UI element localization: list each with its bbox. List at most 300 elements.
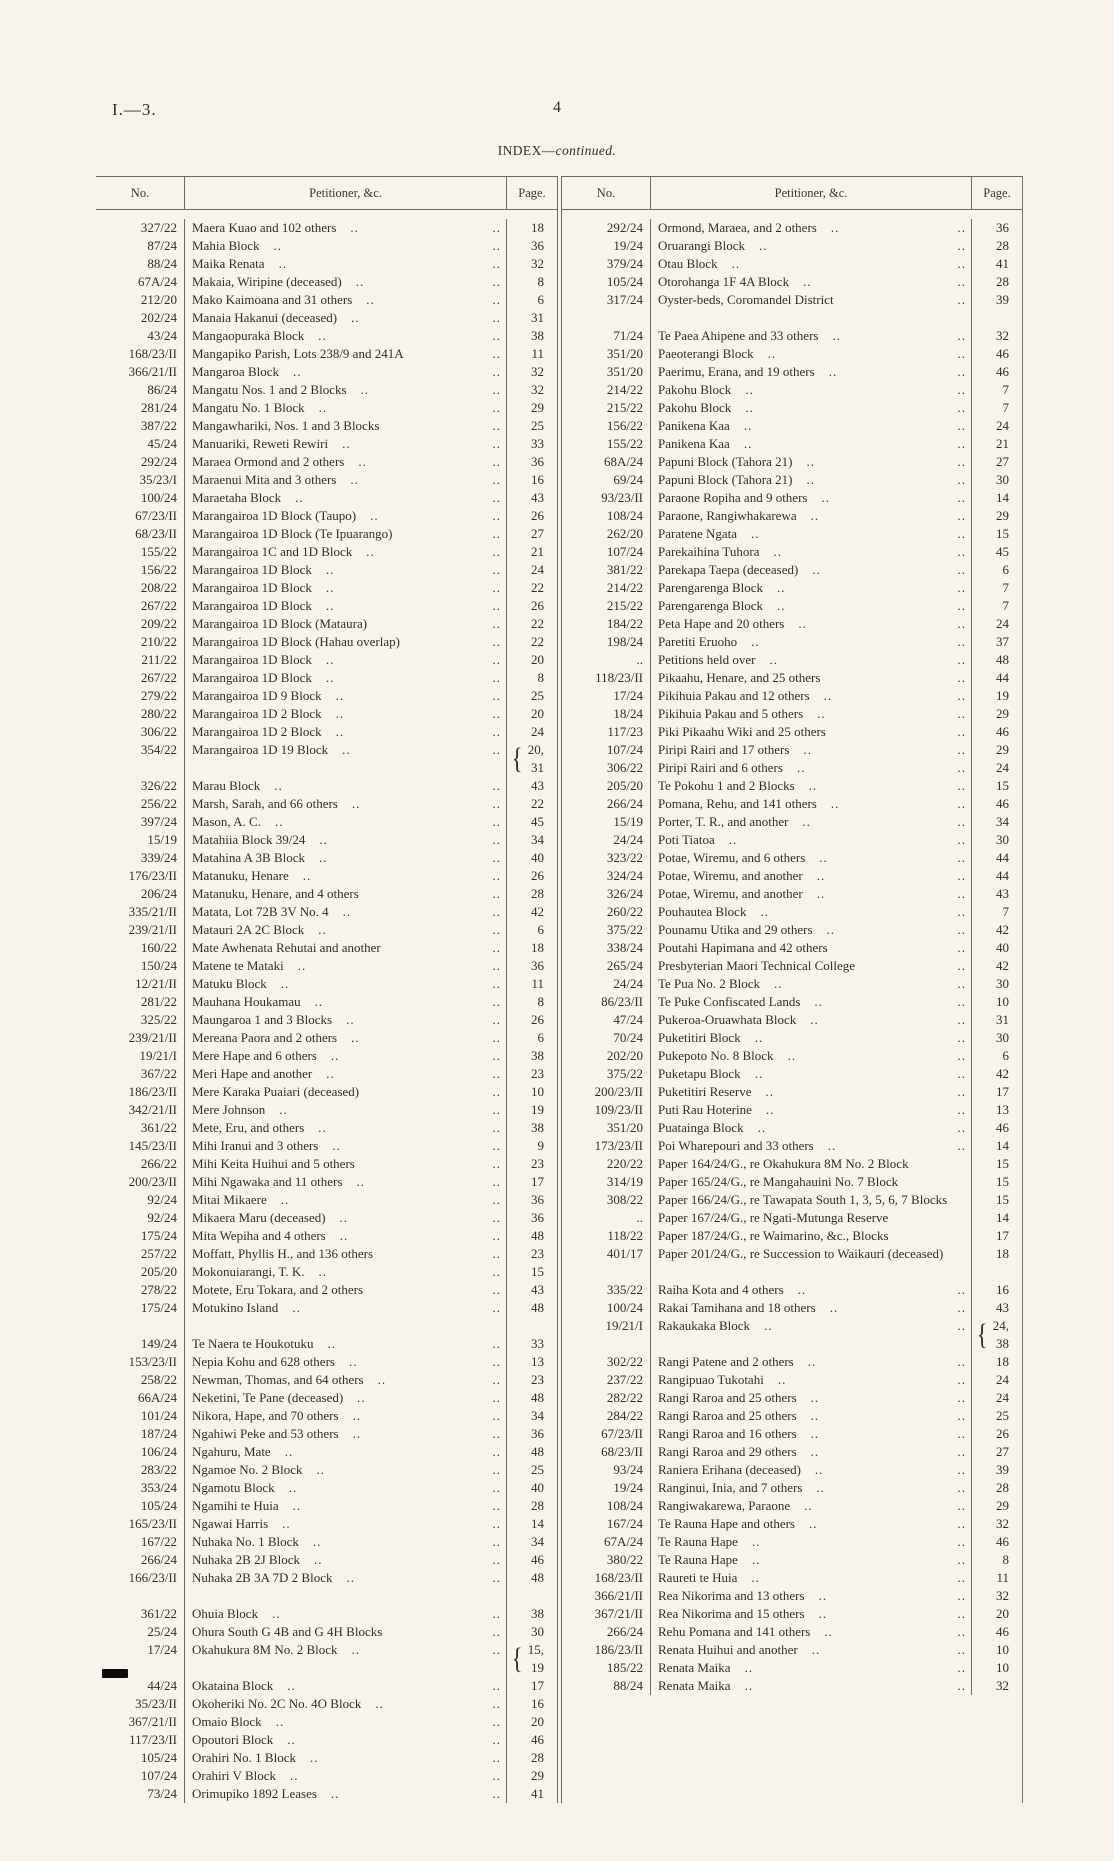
leader-dots: .. bbox=[492, 490, 501, 505]
entry-petitioner: Marangairoa 1D Block .. .. bbox=[184, 651, 507, 669]
entry-page: 39 bbox=[996, 292, 1009, 307]
entry-petitioner: Renata Maika .. .. bbox=[650, 1659, 972, 1677]
leader-dots: .. bbox=[957, 400, 966, 415]
leader-dots: .. bbox=[764, 1318, 773, 1333]
entry-row bbox=[96, 1551, 557, 1569]
entry-page: 16 bbox=[531, 472, 544, 487]
entry-no: 351/20 bbox=[606, 364, 643, 379]
entry-no: 200/23/II bbox=[128, 1174, 177, 1189]
entry-petitioner: Mihi Ngawaka and 11 others .. .. bbox=[184, 1173, 507, 1191]
entry-petitioner: Te Rauna Hape .. .. bbox=[650, 1533, 972, 1551]
entry-petitioner: Rangi Raroa and 29 others .. .. bbox=[650, 1443, 972, 1461]
leader-dots: .. bbox=[352, 1408, 362, 1423]
leader-dots: .. bbox=[375, 1696, 384, 1711]
entry-no: .. bbox=[636, 1210, 643, 1225]
entry-petitioner: Poi Wharepouri and 33 others .. .. bbox=[650, 1137, 972, 1155]
entry-page: 17 bbox=[531, 1678, 544, 1693]
entry-row bbox=[96, 1065, 557, 1083]
entry-no: 184/22 bbox=[606, 616, 643, 631]
leader-dots: .. bbox=[759, 238, 768, 253]
entry-row bbox=[562, 543, 1022, 561]
leader-dots: .. bbox=[832, 328, 841, 343]
entry-row bbox=[562, 867, 1022, 885]
leader-dots: .. bbox=[492, 400, 501, 415]
leader-dots: .. bbox=[829, 1300, 839, 1315]
entry-petitioner: Ngahiwi Peke and 53 others .. .. bbox=[184, 1425, 507, 1443]
leader-dots: .. bbox=[318, 1120, 327, 1135]
leader-dots: .. bbox=[957, 346, 966, 361]
entry-row bbox=[562, 957, 1022, 975]
entry-no: 67/23/II bbox=[601, 1426, 643, 1441]
leader-dots: .. bbox=[810, 1426, 820, 1441]
leader-dots: .. bbox=[957, 508, 966, 523]
entry-row bbox=[562, 1551, 1022, 1569]
leader-dots: .. bbox=[492, 382, 501, 397]
entry-petitioner: Neketini, Te Pane (deceased) .. .. bbox=[184, 1389, 507, 1407]
entry-petitioner: Mere Karaka Puaiari (deceased) .. bbox=[184, 1083, 507, 1101]
entry-petitioner: Te Pokohu 1 and 2 Blocks .. .. bbox=[650, 777, 972, 795]
entry-no: 149/24 bbox=[140, 1336, 177, 1351]
entry-page: 33 bbox=[531, 1336, 544, 1351]
leader-dots: .. bbox=[330, 1786, 340, 1801]
leader-dots: .. bbox=[492, 346, 501, 361]
entry-row bbox=[562, 1425, 1022, 1443]
index-title bbox=[0, 143, 1114, 159]
entry-row bbox=[96, 1713, 557, 1731]
entry-row bbox=[562, 1083, 1022, 1101]
entry-petitioner: Te Pua No. 2 Block .. .. bbox=[650, 975, 972, 993]
leader-dots: .. bbox=[957, 328, 966, 343]
entry-no: 266/24 bbox=[606, 796, 643, 811]
leader-dots: .. bbox=[339, 1210, 349, 1225]
entry-row bbox=[96, 669, 557, 687]
entry-no: 214/22 bbox=[606, 382, 643, 397]
entry-petitioner: Rea Nikorima and 13 others .. .. bbox=[650, 1587, 972, 1605]
entry-petitioner: Marangairoa 1D Block (Te Ipuarango) .. bbox=[184, 525, 507, 543]
leader-dots: .. bbox=[818, 1588, 828, 1603]
entry-row bbox=[562, 1065, 1022, 1083]
entry-petitioner: Te Rauna Hape and others .. .. bbox=[650, 1515, 972, 1533]
leader-dots: .. bbox=[342, 904, 352, 919]
leader-dots: .. bbox=[957, 436, 966, 451]
leader-dots: .. bbox=[743, 436, 753, 451]
entry-page: 32 bbox=[531, 382, 544, 397]
leader-dots: .. bbox=[492, 1426, 501, 1441]
entry-row bbox=[96, 1209, 557, 1227]
entry-page: 48 bbox=[531, 1570, 544, 1585]
index-title-label: INDEX— bbox=[497, 143, 556, 158]
entry-no: 401/17 bbox=[606, 1246, 643, 1261]
entry-no: 354/22 bbox=[140, 742, 177, 757]
entry-row bbox=[562, 1443, 1022, 1461]
entry-petitioner: Matanuku, Henare .. .. bbox=[184, 867, 507, 885]
entry-petitioner: Marangairoa 1D 2 Block .. .. bbox=[184, 723, 507, 741]
entry-no: 187/24 bbox=[140, 1426, 177, 1441]
entry-page bbox=[972, 1317, 1022, 1353]
entry-no: 105/24 bbox=[140, 1498, 177, 1513]
entry-page: 18 bbox=[531, 940, 544, 955]
entry-petitioner: Mangaroa Block .. .. bbox=[184, 363, 507, 381]
entry-page: 48 bbox=[531, 1300, 544, 1315]
ink-mark bbox=[102, 1669, 128, 1678]
leader-dots: .. bbox=[318, 400, 328, 415]
entry-row bbox=[562, 237, 1022, 255]
entry-row bbox=[562, 921, 1022, 939]
entry-row bbox=[562, 615, 1022, 633]
entry-row bbox=[96, 687, 557, 705]
entry-no: 326/22 bbox=[140, 778, 177, 793]
entry-petitioner: Peta Hape and 20 others .. .. bbox=[650, 615, 972, 633]
leader-dots: .. bbox=[492, 1300, 501, 1315]
entry-petitioner: Renata Huihui and another .. .. bbox=[650, 1641, 972, 1659]
entry-page: 32 bbox=[531, 364, 544, 379]
leader-dots: .. bbox=[814, 994, 823, 1009]
entry-petitioner: Marangairoa 1C and 1D Block .. .. bbox=[184, 543, 507, 561]
entry-no: 351/20 bbox=[606, 346, 643, 361]
entry-row bbox=[562, 273, 1022, 291]
leader-dots: .. bbox=[492, 1390, 501, 1405]
entry-row bbox=[96, 1569, 557, 1587]
leader-dots: .. bbox=[760, 904, 769, 919]
leader-dots: .. bbox=[957, 940, 966, 955]
entry-page: 6 bbox=[537, 922, 544, 937]
entry-petitioner bbox=[184, 1317, 507, 1335]
leader-dots: .. bbox=[492, 634, 501, 649]
page-numbers: 15, 19 bbox=[527, 1642, 544, 1675]
leader-dots: .. bbox=[492, 976, 501, 991]
entry-petitioner: Motete, Eru Tokara, and 2 others .. bbox=[184, 1281, 507, 1299]
leader-dots: .. bbox=[309, 1750, 319, 1765]
leader-dots: .. bbox=[339, 1228, 349, 1243]
entry-page: 40 bbox=[996, 940, 1009, 955]
entry-page: 20 bbox=[531, 706, 544, 721]
entry-no bbox=[96, 1587, 184, 1605]
leader-dots: .. bbox=[492, 1210, 501, 1225]
entry-page: 29 bbox=[996, 706, 1009, 721]
entry-no: 379/24 bbox=[606, 256, 643, 271]
entry-row bbox=[562, 1353, 1022, 1371]
entry-row bbox=[562, 1659, 1022, 1677]
leader-dots: .. bbox=[957, 1048, 966, 1063]
entry-page: 42 bbox=[996, 1066, 1009, 1081]
leader-dots: .. bbox=[492, 1498, 501, 1513]
leader-dots: .. bbox=[745, 400, 754, 415]
entry-no: 24/24 bbox=[613, 976, 643, 991]
leader-dots: .. bbox=[346, 1570, 355, 1585]
entry-petitioner: Panikena Kaa .. .. bbox=[650, 417, 972, 435]
entry-page: 23 bbox=[531, 1246, 544, 1261]
entry-petitioner: Maungaroa 1 and 3 Blocks .. .. bbox=[184, 1011, 507, 1029]
leader-dots: .. bbox=[492, 328, 501, 343]
leader-dots: .. bbox=[957, 778, 966, 793]
entry-no: 71/24 bbox=[613, 328, 643, 343]
leader-dots: .. bbox=[280, 976, 290, 991]
entry-row bbox=[96, 1029, 557, 1047]
entry-no: 168/23/II bbox=[128, 346, 177, 361]
col-header-no: No. bbox=[596, 185, 616, 200]
entry-petitioner: Presbyterian Maori Technical College .. bbox=[650, 957, 972, 975]
entry-petitioner: Matuku Block .. .. bbox=[184, 975, 507, 993]
entry-petitioner: Ngahuru, Mate .. .. bbox=[184, 1443, 507, 1461]
leader-dots: .. bbox=[492, 1048, 501, 1063]
leader-dots: .. bbox=[957, 814, 966, 829]
entry-no: 266/24 bbox=[606, 1624, 643, 1639]
entry-page: 34 bbox=[531, 1534, 544, 1549]
leader-dots: .. bbox=[957, 922, 966, 937]
entry-petitioner: Ormond, Maraea, and 2 others .. .. bbox=[650, 219, 972, 237]
leader-dots: .. bbox=[957, 526, 966, 541]
entry-page: 24 bbox=[531, 562, 544, 577]
entry-petitioner: Parekapa Taepa (deceased) .. .. bbox=[650, 561, 972, 579]
entry-row bbox=[96, 957, 557, 975]
entry-no: 375/22 bbox=[606, 922, 643, 937]
entry-row bbox=[96, 417, 557, 435]
entry-no: 19/21/I bbox=[139, 1048, 177, 1063]
entry-page bbox=[972, 309, 1022, 327]
leader-dots: .. bbox=[957, 1552, 966, 1567]
leader-dots: .. bbox=[492, 238, 501, 253]
leader-dots: .. bbox=[273, 238, 283, 253]
leader-dots: .. bbox=[957, 670, 966, 685]
entry-no: 24/24 bbox=[613, 832, 643, 847]
entry-page: 30 bbox=[996, 976, 1009, 991]
leader-dots: .. bbox=[335, 706, 345, 721]
leader-dots: .. bbox=[348, 1354, 358, 1369]
entry-no: 167/22 bbox=[140, 1534, 177, 1549]
entry-row bbox=[96, 363, 557, 381]
entry-petitioner bbox=[184, 1587, 507, 1605]
entry-row bbox=[96, 1497, 557, 1515]
entry-petitioner: Potae, Wiremu, and 6 others .. .. bbox=[650, 849, 972, 867]
entry-petitioner: Ohura South G 4B and G 4H Blocks .. bbox=[184, 1623, 507, 1641]
entry-no: 166/23/II bbox=[128, 1570, 177, 1585]
entry-petitioner: Okoheriki No. 2C No. 4O Block .. .. bbox=[184, 1695, 507, 1713]
entry-no: 215/22 bbox=[606, 598, 643, 613]
entry-page: 11 bbox=[996, 1570, 1009, 1585]
entry-page: 38 bbox=[531, 328, 544, 343]
entry-petitioner: Marsh, Sarah, and 66 others .. .. bbox=[184, 795, 507, 813]
leader-dots: .. bbox=[492, 1264, 501, 1279]
entry-no: 108/24 bbox=[606, 508, 643, 523]
entry-petitioner: Te Rauna Hape .. .. bbox=[650, 1551, 972, 1569]
entry-row bbox=[562, 1515, 1022, 1533]
entry-page: 29 bbox=[531, 400, 544, 415]
leader-dots: .. bbox=[810, 1390, 820, 1405]
leader-dots: .. bbox=[335, 688, 345, 703]
entry-row bbox=[96, 1443, 557, 1461]
entry-row bbox=[562, 1191, 1022, 1209]
entry-petitioner: Potae, Wiremu, and another .. .. bbox=[650, 867, 972, 885]
entry-row bbox=[96, 525, 557, 543]
entry-no: 156/22 bbox=[606, 418, 643, 433]
entry-no: 155/22 bbox=[140, 544, 177, 559]
entry-no: 361/22 bbox=[140, 1606, 177, 1621]
entry-row bbox=[96, 1353, 557, 1371]
entry-page: 26 bbox=[996, 1426, 1009, 1441]
entry-page: 10 bbox=[996, 994, 1009, 1009]
entry-page: 22 bbox=[531, 634, 544, 649]
leader-dots: .. bbox=[807, 1354, 817, 1369]
entry-petitioner: Raureti te Huia .. .. bbox=[650, 1569, 972, 1587]
leader-dots: .. bbox=[957, 850, 966, 865]
entry-row bbox=[96, 327, 557, 345]
entry-page: 39 bbox=[996, 1462, 1009, 1477]
leader-dots: .. bbox=[290, 1768, 299, 1783]
entry-page: 24 bbox=[996, 760, 1009, 775]
entry-page: 7 bbox=[1002, 598, 1009, 613]
entry-row bbox=[562, 435, 1022, 453]
entry-page: 41 bbox=[996, 256, 1009, 271]
leader-dots: .. bbox=[492, 1246, 501, 1261]
entry-no: 200/23/II bbox=[594, 1084, 643, 1099]
entry-no: 66A/24 bbox=[138, 1390, 177, 1405]
entry-petitioner: Marangairoa 1D 9 Block .. .. bbox=[184, 687, 507, 705]
entry-petitioner: Paper 201/24/G., re Succession to Waikauri (deceased) bbox=[650, 1245, 972, 1263]
entry-row bbox=[96, 723, 557, 741]
entry-no: 17/24 bbox=[613, 688, 643, 703]
leader-dots: .. bbox=[957, 274, 966, 289]
entry-petitioner: Mitai Mikaere .. .. bbox=[184, 1191, 507, 1209]
entry-petitioner: Orahiri V Block .. .. bbox=[184, 1767, 507, 1785]
entry-no: 283/22 bbox=[140, 1462, 177, 1477]
leader-dots: .. bbox=[492, 832, 501, 847]
entry-page: 48 bbox=[996, 652, 1009, 667]
leader-dots: .. bbox=[957, 976, 966, 991]
entry-page: 27 bbox=[996, 454, 1009, 469]
entry-page: 44 bbox=[996, 850, 1009, 865]
entry-no: 266/24 bbox=[140, 1552, 177, 1567]
entry-page: 46 bbox=[996, 796, 1009, 811]
leader-dots: .. bbox=[492, 1156, 501, 1171]
entry-petitioner: Paeoterangi Block .. .. bbox=[650, 345, 972, 363]
entry-page: 38 bbox=[531, 1048, 544, 1063]
leader-dots: .. bbox=[957, 1012, 966, 1027]
leader-dots: .. bbox=[492, 850, 501, 865]
entry-page: 25 bbox=[531, 688, 544, 703]
entry-petitioner: Te Puke Confiscated Lands .. .. bbox=[650, 993, 972, 1011]
leader-dots: .. bbox=[358, 454, 367, 469]
leader-dots: .. bbox=[808, 778, 818, 793]
leader-dots: .. bbox=[492, 274, 501, 289]
entry-row bbox=[96, 1101, 557, 1119]
entry-petitioner: Puti Rau Hoterine .. .. bbox=[650, 1101, 972, 1119]
entry-page: 36 bbox=[531, 454, 544, 469]
entry-no: 265/24 bbox=[606, 958, 643, 973]
leader-dots: .. bbox=[957, 544, 966, 559]
entry-petitioner bbox=[650, 1263, 972, 1281]
entry-petitioner: Mauhana Houkamau .. .. bbox=[184, 993, 507, 1011]
entry-petitioner: Piripi Rairi and 17 others .. .. bbox=[650, 741, 972, 759]
entry-row bbox=[562, 651, 1022, 669]
leader-dots: .. bbox=[366, 544, 375, 559]
leader-dots: .. bbox=[957, 1642, 966, 1657]
entry-page: 7 bbox=[1002, 904, 1009, 919]
entry-petitioner: Poutahi Hapimana and 42 others .. bbox=[650, 939, 972, 957]
leader-dots: .. bbox=[332, 1138, 341, 1153]
leader-dots: .. bbox=[957, 1426, 966, 1441]
entry-no: 380/22 bbox=[606, 1552, 643, 1567]
entry-page: 6 bbox=[1002, 1048, 1009, 1063]
entry-page: 28 bbox=[996, 238, 1009, 253]
entry-page bbox=[507, 1317, 557, 1335]
entry-row bbox=[96, 795, 557, 813]
entry-petitioner: Rangi Raroa and 16 others .. .. bbox=[650, 1425, 972, 1443]
entry-row bbox=[562, 1155, 1022, 1173]
leader-dots: .. bbox=[492, 454, 501, 469]
entry-page: 29 bbox=[531, 1768, 544, 1783]
leader-dots: .. bbox=[351, 1030, 360, 1045]
entry-no: 47/24 bbox=[613, 1012, 643, 1027]
entry-row bbox=[562, 813, 1022, 831]
entry-page: 18 bbox=[996, 1246, 1009, 1261]
entry-page: 34 bbox=[996, 814, 1009, 829]
entry-no bbox=[562, 1263, 650, 1281]
entry-no: 211/22 bbox=[141, 652, 177, 667]
entry-page: 14 bbox=[531, 1516, 544, 1531]
leader-dots: .. bbox=[811, 1642, 821, 1657]
entry-row bbox=[562, 291, 1022, 309]
leader-dots: .. bbox=[492, 1516, 501, 1531]
leader-dots: .. bbox=[957, 490, 966, 505]
entry-row bbox=[96, 597, 557, 615]
entry-row bbox=[562, 1677, 1022, 1695]
leader-dots: .. bbox=[287, 1678, 296, 1693]
leader-dots: .. bbox=[745, 382, 754, 397]
entry-row bbox=[562, 669, 1022, 687]
entry-row bbox=[562, 759, 1022, 777]
entry-no: 105/24 bbox=[140, 1750, 177, 1765]
leader-dots: .. bbox=[751, 1570, 760, 1585]
entry-page: 15 bbox=[996, 1192, 1009, 1207]
entry-row bbox=[96, 993, 557, 1011]
leader-dots: .. bbox=[492, 418, 501, 433]
leader-dots: .. bbox=[957, 1084, 966, 1099]
entry-page: 17 bbox=[996, 1084, 1009, 1099]
entry-row bbox=[96, 1461, 557, 1479]
entry-petitioner: Puatainga Block .. .. bbox=[650, 1119, 972, 1137]
entry-petitioner: Mangapiko Parish, Lots 238/9 and 241A .. bbox=[184, 345, 507, 363]
table-header-left bbox=[96, 176, 557, 210]
entry-petitioner: Motukino Island .. .. bbox=[184, 1299, 507, 1317]
leader-dots: .. bbox=[731, 256, 741, 271]
entry-no: 156/22 bbox=[140, 562, 177, 577]
leader-dots: .. bbox=[957, 454, 966, 469]
leader-dots: .. bbox=[751, 526, 760, 541]
leader-dots: .. bbox=[355, 274, 365, 289]
leader-dots: .. bbox=[492, 1228, 501, 1243]
leader-dots: .. bbox=[492, 904, 501, 919]
entry-page: 48 bbox=[531, 1390, 544, 1405]
leader-dots: .. bbox=[325, 580, 335, 595]
entry-page: 45 bbox=[996, 544, 1009, 559]
entry-no: 19/21/I bbox=[605, 1318, 643, 1333]
entry-row bbox=[96, 291, 557, 309]
leader-dots: .. bbox=[492, 724, 501, 739]
leader-dots: .. bbox=[326, 1066, 335, 1081]
leader-dots: .. bbox=[957, 292, 966, 307]
entry-row bbox=[562, 597, 1022, 615]
entry-no: 88/24 bbox=[613, 1678, 643, 1693]
entry-petitioner: Raniera Erihana (deceased) .. .. bbox=[650, 1461, 972, 1479]
entry-petitioner: Piripi Rairi and 6 others .. .. bbox=[650, 759, 972, 777]
entry-page: 15 bbox=[996, 1156, 1009, 1171]
entry-no: 387/22 bbox=[140, 418, 177, 433]
entry-petitioner: Opoutori Block .. .. bbox=[184, 1731, 507, 1749]
entry-row bbox=[96, 543, 557, 561]
leader-dots: .. bbox=[957, 634, 966, 649]
entry-row bbox=[562, 255, 1022, 273]
entry-petitioner: Mangaopuraka Block .. .. bbox=[184, 327, 507, 345]
